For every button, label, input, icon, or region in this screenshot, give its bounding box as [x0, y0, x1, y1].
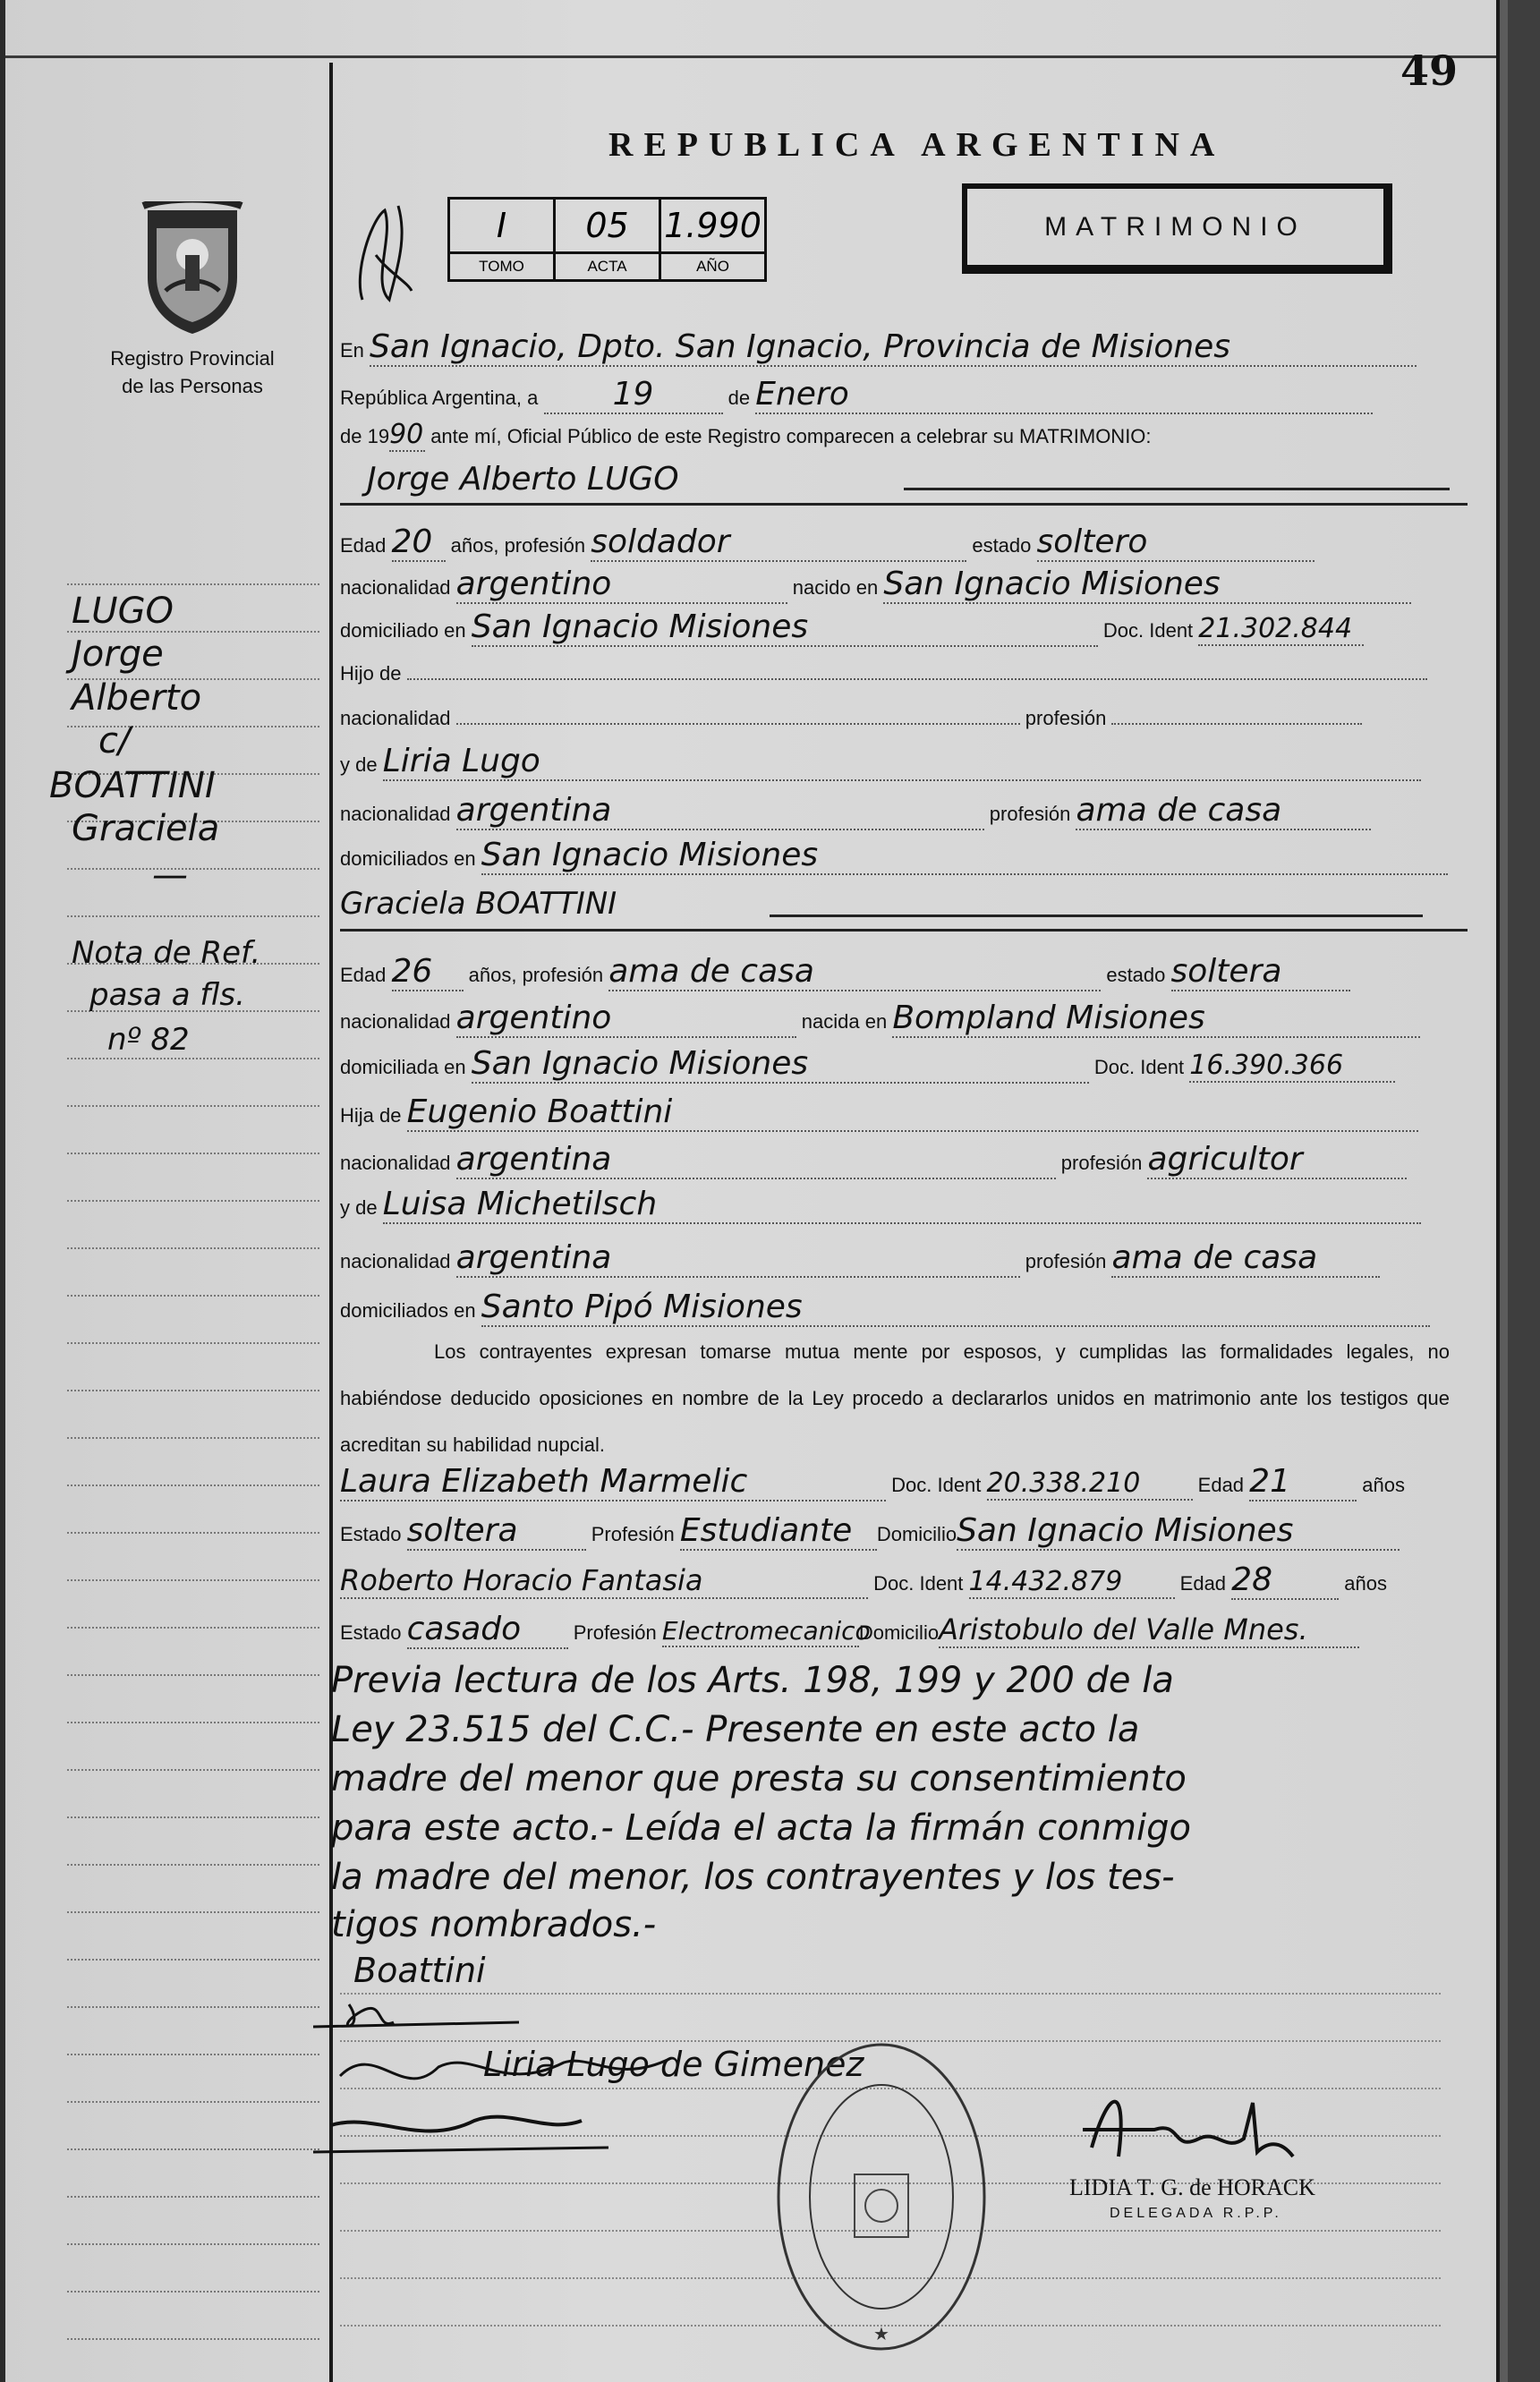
acta-value: 05 — [555, 199, 660, 253]
tomo-label: TOMO — [449, 253, 555, 281]
bride-status: soltera — [1171, 953, 1350, 991]
registry-label — [85, 345, 300, 400]
groom-line7: nacionalidad argentina profesión ama de casa — [340, 792, 1463, 830]
groom-line4: Hijo de — [340, 662, 1463, 685]
bride-domicile: San Ignacio Misiones — [472, 1045, 1089, 1084]
groom-doc: 21.302.844 — [1198, 613, 1364, 646]
bride-name: Graciela BOATTINI — [340, 886, 617, 922]
left-edge — [0, 0, 5, 2382]
groom-name: Jorge Alberto LUGO — [367, 461, 679, 498]
groom-line1: Edad 20 años, profesión soldador estado soltero — [340, 523, 1463, 562]
bride-parents-domicile: Santo Pipó Misiones — [481, 1289, 1430, 1327]
margin-con: c/ — [98, 720, 131, 761]
note-line-6: tigos nombrados.- — [331, 1904, 657, 1945]
month: Enero — [755, 376, 1373, 414]
bride-line8: domiciliados en Santo Pipó Misiones — [340, 1289, 1463, 1327]
margin-bride-surname: BOATTINI — [49, 765, 216, 806]
margin-rule — [67, 1815, 319, 1818]
margin-rule — [67, 1767, 319, 1771]
header-title: REPUBLICA ARGENTINA — [608, 126, 1226, 164]
bride-line4: Hija de Eugenio Boattini — [340, 1093, 1463, 1132]
note-line-2: Ley 23.515 del C.C.- Presente en este acto la — [331, 1709, 1140, 1750]
margin-rule — [67, 1198, 319, 1202]
margin-rule — [67, 1293, 319, 1297]
groom-domicile: San Ignacio Misiones — [472, 608, 1098, 647]
groom-nationality: argentino — [456, 566, 787, 604]
right-border — [1496, 0, 1500, 2382]
section-rule — [340, 929, 1468, 932]
margin-rule — [67, 1483, 319, 1486]
groom-father-profession — [1111, 723, 1362, 725]
witness1-line2: Estado soltera Profesión Estudiante DomicilioSan Ignacio Misiones — [340, 1512, 1463, 1551]
margin-rule — [67, 1910, 319, 1913]
margin-rule — [67, 1672, 319, 1676]
margin-rule — [67, 2004, 319, 2008]
bride-line3: domiciliada en San Ignacio Misiones Doc. Ident 16.390.366 — [340, 1045, 1463, 1084]
margin-rule — [67, 1862, 319, 1866]
record-type-box — [962, 183, 1392, 274]
section-rule — [340, 503, 1468, 506]
registry-line2: de las Personas — [122, 375, 263, 397]
margin-middlename: Alberto — [72, 677, 202, 719]
witness2-line1: Roberto Horacio Fantasia Doc. Ident 14.432.879 Edad 28 años — [340, 1561, 1388, 1598]
faint-show-through — [340, 139, 356, 169]
margin-rule — [67, 1103, 319, 1107]
witness2-name: Roberto Horacio Fantasia — [340, 1563, 868, 1599]
groom-mother-profession: ama de casa — [1076, 792, 1371, 830]
witness2-domicile: Aristobulo del Valle Mnes. — [939, 1612, 1359, 1648]
margin-rule — [67, 1151, 319, 1154]
record-type: MATRIMONIO — [1044, 211, 1306, 242]
margin-firstname: Jorge — [72, 634, 164, 675]
record-index-table — [447, 197, 767, 282]
witness2-age: 28 — [1231, 1561, 1339, 1600]
initials-signature — [345, 201, 416, 309]
groom-parents-domicile: San Ignacio Misiones — [481, 837, 1448, 875]
bride-father: Eugenio Boattini — [407, 1093, 1418, 1132]
place: San Ignacio, Dpto. San Ignacio, Provincia de Misiones — [370, 328, 1417, 367]
margin-rule — [67, 1246, 319, 1249]
groom-line5: nacionalidad profesión — [340, 707, 1463, 730]
witness2-line2: Estado casado Profesión ElectromecanicoDomicilioAristobulo del Valle Mnes. — [340, 1611, 1463, 1649]
margin-rule — [67, 1578, 319, 1581]
margin-rule — [67, 2194, 319, 2198]
note-line-3: madre del menor que presta su consentimiento — [331, 1758, 1187, 1799]
groom-line6: y de Liria Lugo — [340, 743, 1463, 781]
official-name: LIDIA T. G. de HORACK — [1069, 2174, 1315, 2200]
margin-note3: nº 82 — [107, 1022, 190, 1058]
groom-line3: domiciliado en San Ignacio Misiones Doc. Ident 21.302.844 — [340, 608, 1463, 647]
witness1-domicile: San Ignacio Misiones — [957, 1512, 1400, 1551]
day: 19 — [544, 376, 723, 414]
bride-line5: nacionalidad argentina profesión agricultor — [340, 1141, 1463, 1179]
margin-rule — [67, 1388, 319, 1391]
margin-rule — [67, 1435, 319, 1439]
groom-age: 20 — [392, 523, 446, 562]
margin-rule — [67, 1340, 319, 1344]
margin-rule — [67, 2147, 319, 2150]
registry-line1: Registro Provincial — [110, 347, 275, 370]
groom-name-line — [340, 461, 1463, 498]
witness1-name: Laura Elizabeth Marmelic — [340, 1463, 886, 1502]
groom-father — [407, 678, 1427, 680]
intro-line3: de 1990 ante mí, Oficial Público de este Registro comparecen a celebrar su MATRIMONIO: — [340, 419, 1152, 450]
margin-rule — [67, 1056, 319, 1059]
margin-rule — [67, 2289, 319, 2293]
intro-line1: En San Ignacio, Dpto. San Ignacio, Provincia de Misiones — [340, 328, 1463, 367]
bride-nationality: argentino — [456, 1000, 796, 1038]
witness1-profession: Estudiante — [680, 1512, 877, 1551]
groom-father-nationality — [456, 723, 1020, 725]
note-line-5: la madre del menor, los contrayentes y los tes- — [331, 1857, 1175, 1898]
rule — [904, 488, 1450, 490]
witness1-age: 21 — [1249, 1463, 1357, 1502]
witness1-line1: Laura Elizabeth Marmelic Doc. Ident 20.338.210 Edad 21 años — [340, 1463, 1406, 1500]
margin-note2: pasa a fls. — [89, 977, 245, 1013]
page-shadow — [1508, 0, 1540, 2382]
witness2-status: casado — [407, 1611, 568, 1649]
top-border — [0, 55, 1499, 58]
bride-birthplace: Bompland Misiones — [892, 1000, 1420, 1038]
groom-line2: nacionalidad argentino nacido en San Ignacio Misiones — [340, 566, 1463, 604]
margin-rule — [67, 2099, 319, 2103]
bride-doc: 16.390.366 — [1189, 1050, 1395, 1083]
margin-note1: Nota de Ref. — [72, 935, 261, 971]
page-number: 49 — [1400, 47, 1459, 95]
bride-line2: nacionalidad argentino nacida en Bompland Misiones — [340, 1000, 1463, 1038]
groom-line8: domiciliados en San Ignacio Misiones — [340, 837, 1463, 875]
year: 90 — [389, 419, 424, 450]
witness2-doc: 14.432.879 — [969, 1566, 1175, 1599]
misiones-crest-icon — [130, 201, 255, 336]
official-signature — [1074, 2076, 1306, 2174]
margin-rule — [67, 1625, 319, 1629]
tomo-value: I — [449, 199, 555, 253]
svg-text:★: ★ — [873, 2325, 889, 2344]
intro-line2: República Argentina, a 19 de Enero — [340, 376, 1463, 414]
bride-line6: y de Luisa Michetilsch — [340, 1186, 1463, 1224]
bride-line7: nacionalidad argentina profesión ama de casa — [340, 1239, 1463, 1278]
margin-rule — [67, 2052, 319, 2055]
official-title: DELEGADA R.P.P. — [1110, 2206, 1282, 2221]
note-line-4: para este acto.- Leída el acta la firmán conmigo — [331, 1808, 1191, 1849]
margin-dash: — — [152, 855, 188, 896]
declaration-text: Los contrayentes expresan tomarse mutua mente por esposos, y cumplidas las formalidades legales, no habiéndose deducido oposiciones en nombre de la Ley procedo a declararlos unidos en matrimonio ante los testigos que acreditan su habilidad nupcial. — [340, 1340, 1450, 1456]
groom-status: soltero — [1037, 523, 1315, 562]
signature-boattini: Boattini — [353, 1951, 486, 1990]
groom-mother-nationality: argentina — [456, 792, 984, 830]
margin-rule — [67, 1957, 319, 1961]
witness2-profession: Electromecanico — [661, 1616, 871, 1646]
witness1-status: soltera — [407, 1512, 586, 1551]
rule — [770, 915, 1423, 917]
margin-bride-name: Graciela — [72, 808, 220, 849]
bride-father-nationality: argentina — [456, 1141, 1056, 1179]
bride-mother-profession: ama de casa — [1111, 1239, 1380, 1278]
margin-rule — [67, 2242, 319, 2245]
bride-age: 26 — [392, 953, 464, 991]
margin-rule — [67, 866, 319, 870]
groom-birthplace: San Ignacio Misiones — [883, 566, 1411, 604]
bride-line1: Edad 26 años, profesión ama de casa estado soltera — [340, 953, 1463, 991]
registry-stamp-icon — [774, 2040, 989, 2353]
bride-father-profession: agricultor — [1147, 1141, 1407, 1179]
note-line-1: Previa lectura de los Arts. 198, 199 y 200 de la — [331, 1660, 1174, 1701]
margin-rule — [67, 582, 319, 585]
margin-surname: LUGO — [72, 591, 174, 632]
ano-label: AÑO — [660, 253, 766, 281]
ano-value: 1.990 — [660, 199, 766, 253]
bride-mother-nationality: argentina — [456, 1239, 1020, 1278]
acta-label: ACTA — [555, 253, 660, 281]
witness1-doc: 20.338.210 — [987, 1467, 1193, 1501]
margin-rule — [67, 1720, 319, 1723]
signature-liria-lugo: Liria Lugo de Gimenez — [483, 2045, 864, 2084]
margin-rule — [67, 914, 319, 917]
bride-profession: ama de casa — [608, 953, 1101, 991]
groom-profession: soldador — [591, 523, 966, 562]
bride-mother: Luisa Michetilsch — [383, 1186, 1421, 1224]
margin-rule — [67, 2336, 319, 2340]
margin-rule — [67, 1530, 319, 1534]
groom-mother: Liria Lugo — [383, 743, 1421, 781]
